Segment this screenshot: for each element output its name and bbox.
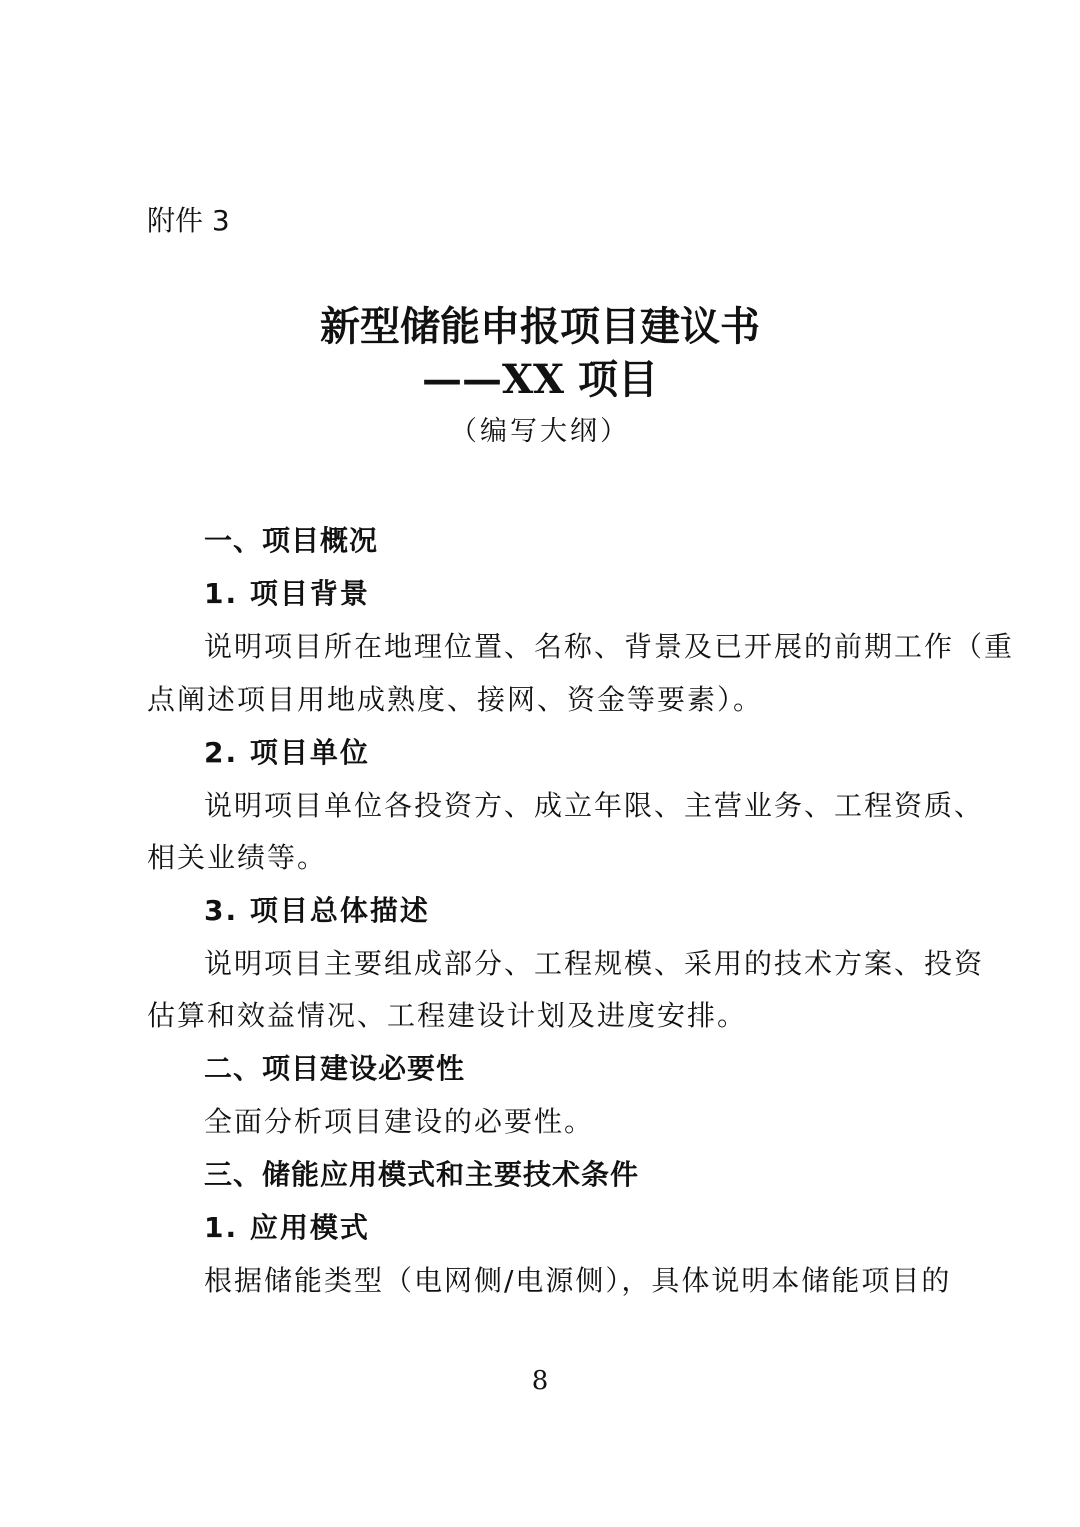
attachment-label: 附件 3 [147,204,230,237]
paragraph-line: 全面分析项目建设的必要性。 [204,1105,595,1138]
project-title: ——XX 项目 [422,356,658,403]
document-title: 新型储能申报项目建议书 [320,303,760,350]
subheading-application-mode: 1. 应用模式 [204,1211,370,1244]
subheading-project-description: 3. 项目总体描述 [204,894,430,927]
paragraph-line: 根据储能类型（电网侧/电源侧），具体说明本储能项目的 [204,1264,952,1297]
subheading-project-unit: 2. 项目单位 [204,736,370,769]
section-heading-overview: 一、项目概况 [204,524,379,557]
section-heading-application-mode: 三、储能应用模式和主要技术条件 [204,1158,640,1191]
paragraph-line: 说明项目所在地理位置、名称、背景及已开展的前期工作（重 [204,630,1015,663]
document-subtitle: （编写大纲） [450,416,630,447]
paragraph-line: 估算和效益情况、工程建设计划及进度安排。 [147,999,748,1032]
paragraph-line: 相关业绩等。 [147,841,328,874]
paragraph-line: 点阐述项目用地成熟度、接网、资金等要素）。 [147,683,764,716]
paragraph-line: 说明项目单位各投资方、成立年限、主营业务、工程资质、 [204,789,985,822]
page-number: 8 [531,1366,549,1396]
subheading-project-background: 1. 项目背景 [204,577,370,610]
paragraph-line: 说明项目主要组成部分、工程规模、采用的技术方案、投资 [204,947,985,980]
section-heading-necessity: 二、项目建设必要性 [204,1052,466,1085]
